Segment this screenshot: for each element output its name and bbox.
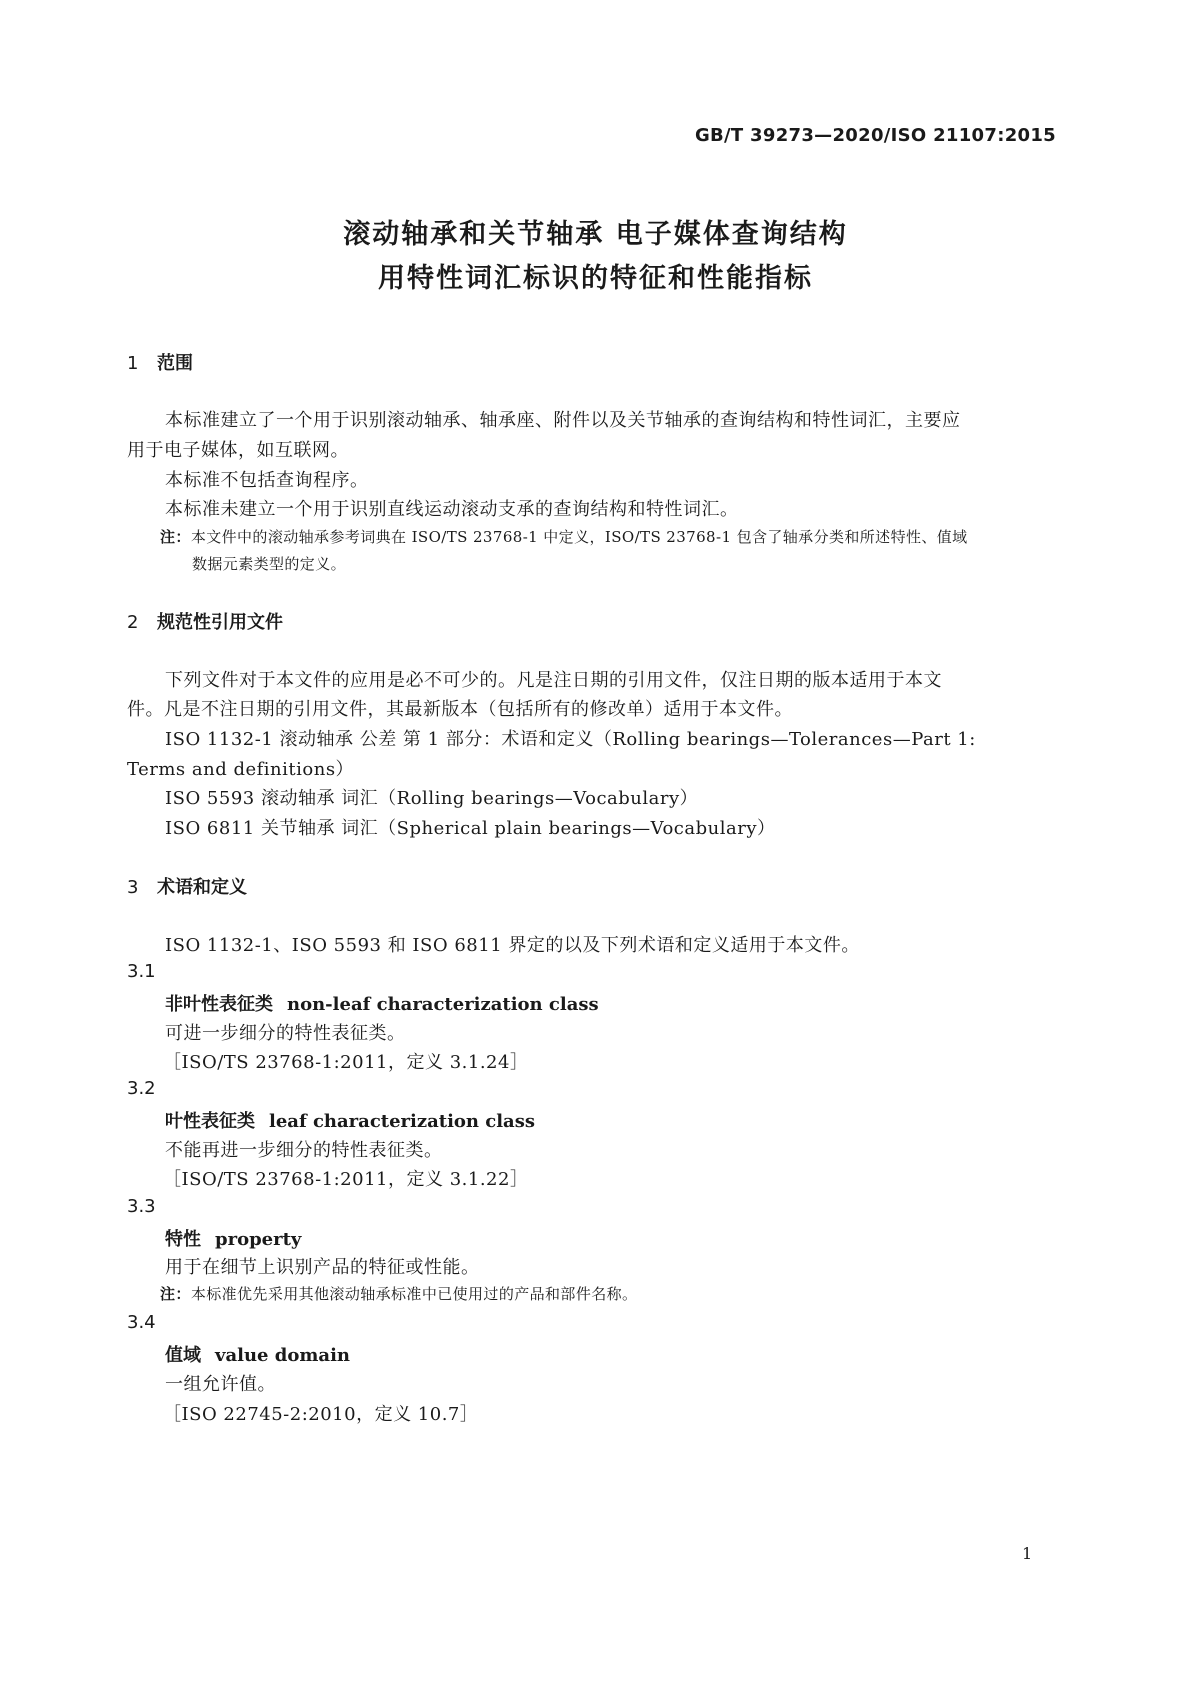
term-zh: 特性 [165,1229,201,1250]
term-en: value domain [215,1345,350,1366]
note-label: 注： [160,528,191,546]
term-definition: 用于在细节上识别产品的特征或性能。 [165,1257,480,1278]
section-title: 范围 [157,353,193,374]
section-2-heading [127,608,283,634]
note [160,526,968,547]
paragraph: 本标准不包括查询程序。 [165,470,369,491]
term-heading [165,990,599,1016]
note [160,1283,637,1304]
term-number: 3.3 [127,1196,156,1217]
paragraph: 下列文件对于本文件的应用是必不可少的。凡是注日期的引用文件，仅注日期的版本适用于本文 [165,670,942,691]
paragraph-continued: 件。凡是不注日期的引用文件，其最新版本（包括所有的修改单）适用于本文件。 [127,699,793,720]
term-zh: 非叶性表征类 [165,994,273,1015]
page-number: 1 [1022,1544,1033,1563]
term-heading [165,1107,535,1133]
term-heading [165,1341,350,1367]
section-title: 术语和定义 [157,877,247,898]
term-number: 3.4 [127,1312,156,1333]
term-definition: 一组允许值。 [165,1374,276,1395]
term-en: property [215,1229,302,1250]
section-number: 3 [127,877,139,898]
section-number: 1 [127,353,139,374]
term-source: ［ISO 22745-2:2010，定义 10.7］ [163,1404,479,1425]
term-source: ［ISO/TS 23768-1:2011，定义 3.1.24］ [163,1052,529,1073]
term-en: non-leaf characterization class [287,994,599,1015]
reference-item: ISO 1132-1 滚动轴承 公差 第 1 部分：术语和定义（Rolling bearings—Tolerances—Part 1: [165,729,976,750]
reference-item: ISO 6811 关节轴承 词汇（Spherical plain bearings—Vocabulary） [165,818,776,839]
section-number: 2 [127,612,139,633]
section-1-heading [127,349,193,375]
reference-item-continued: Terms and definitions） [127,759,355,780]
term-heading [165,1225,301,1251]
term-number: 3.1 [127,961,156,982]
paragraph-continued: 用于电子媒体，如互联网。 [127,440,349,461]
section-3-heading [127,873,247,899]
paragraph: 本标准建立了一个用于识别滚动轴承、轴承座、附件以及关节轴承的查询结构和特性词汇，主要应 [165,410,961,431]
term-number: 3.2 [127,1078,156,1099]
standard-number: GB/T 39273—2020/ISO 21107:2015 [694,125,1056,146]
term-zh: 值域 [165,1345,201,1366]
title-line-2: 用特性词汇标识的特征和性能指标 [378,263,813,294]
title-line-1: 滚动轴承和关节轴承 电子媒体查询结构 [343,219,848,250]
term-definition: 可进一步细分的特性表征类。 [165,1023,406,1044]
term-source: ［ISO/TS 23768-1:2011，定义 3.1.22］ [163,1169,529,1190]
note-continued: 数据元素类型的定义。 [192,555,347,573]
note-label: 注： [160,1285,191,1303]
paragraph: 本标准未建立一个用于识别直线运动滚动支承的查询结构和特性词汇。 [165,499,739,520]
term-zh: 叶性表征类 [165,1111,255,1132]
note-text: 本文件中的滚动轴承参考词典在 ISO/TS 23768-1 中定义，ISO/TS 23768-1 包含了轴承分类和所述特性、值域 [190,528,968,546]
reference-item: ISO 5593 滚动轴承 词汇（Rolling bearings—Vocabulary） [165,788,699,809]
term-en: leaf characterization class [269,1111,535,1132]
section-title: 规范性引用文件 [157,612,283,633]
paragraph: ISO 1132-1、ISO 5593 和 ISO 6811 界定的以及下列术语和定义适用于本文件。 [165,935,860,956]
term-definition: 不能再进一步细分的特性表征类。 [165,1140,443,1161]
note-text: 本标准优先采用其他滚动轴承标准中已使用过的产品和部件名称。 [190,1285,638,1303]
